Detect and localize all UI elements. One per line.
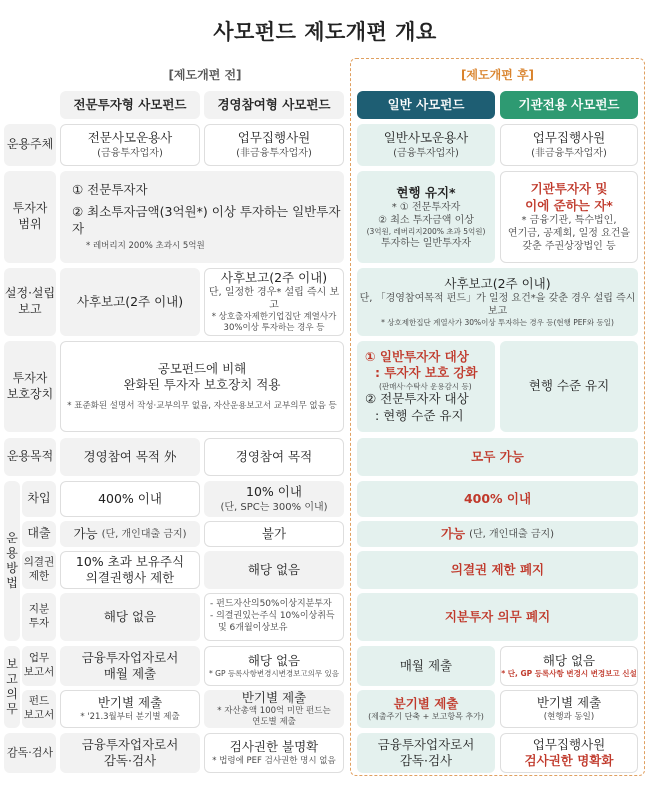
header-management-fund: 경영참여형 사모펀드 [204, 91, 344, 119]
equity-management-line3: 및 6개월이상보유 [218, 622, 288, 633]
operator-institutional-main: 업무집행사원 [532, 130, 606, 146]
section-after-label: [제도개편 후] [460, 68, 535, 82]
row-label-loan: 대출 [22, 521, 56, 547]
protection-before-note: * 표준화된 설명서 작성·교부의무 없음, 자산운용보고서 교부의무 없음 등 [67, 401, 337, 412]
row-label-leverage: 차입 [22, 481, 56, 517]
investor-general-line3: 투자하는 일반투자자 [380, 237, 472, 249]
protection-before-line2: 완화된 투자자 보호장치 적용 [123, 376, 281, 392]
report-label-char3: 의 [6, 687, 18, 701]
equity-label-line2: 투자 [28, 617, 50, 629]
protection-general-line4: : 현행 수준 유지 [375, 407, 464, 423]
cell-leverage-professional: 400% 이내 [60, 481, 200, 517]
biz-report-institutional-main: 해당 없음 [542, 653, 596, 668]
cell-setup-professional: 사후보고(2주 이내) [60, 268, 200, 336]
cell-biz-report-professional [60, 646, 200, 686]
loan-professional-sub: (단, 개인대출 금지) [101, 528, 187, 540]
fund-report-general-sub: (제출주기 단축 + 보고항목 추가) [368, 711, 484, 721]
fund-report-professional-main: 반기별 제출 [97, 695, 163, 711]
row-label-voting [22, 551, 56, 589]
cell-voting-after: 의결권 제한 폐지 [357, 551, 638, 589]
header-professional-fund: 전문투자형 사모펀드 [60, 91, 200, 119]
investor-before-line2: ② 최소투자금액(3억원*) 이상 투자하는 일반투자자 [72, 204, 341, 236]
cell-supervision-general [357, 733, 495, 773]
operator-professional-main: 전문사모운용사 [87, 130, 173, 146]
investor-institutional-note1: * 금융기관, 특수법인, [521, 214, 617, 226]
operator-general-sub: (금융투자업자) [393, 147, 459, 159]
investor-label-line1: 투자자 [12, 201, 48, 216]
supervision-professional-line2: 감독·검사 [103, 753, 157, 768]
investor-institutional-head2: 이에 준하는 자* [525, 197, 613, 213]
cell-biz-report-management [204, 646, 344, 686]
investor-before-note: * 레버리지 200% 초과시 5억원 [86, 240, 205, 251]
cell-equity-after: 지분투자 의무 폐지 [357, 593, 638, 641]
row-label-biz-report [22, 646, 56, 686]
fund-report-label-line2: 보고서 [23, 709, 55, 721]
cell-biz-report-general: 매월 제출 [357, 646, 495, 686]
setup-after-sub: 단, 「경영참여목적 펀드」가 일정 요건*을 갖춘 경우 설립 즉시 보고 [359, 293, 636, 318]
cell-purpose-after: 모두 가능 [357, 438, 638, 476]
leverage-management-sub: (단, SPC는 300% 이내) [220, 501, 328, 513]
cell-protection-institutional: 현행 수준 유지 [500, 341, 638, 432]
cell-operator-management [204, 124, 344, 166]
protection-before-line1: 공모펀드에 비해 [157, 360, 247, 376]
cell-purpose-management: 경영참여 목적 [204, 438, 344, 476]
fund-report-label-line1: 펀드 [28, 695, 50, 708]
supervision-general-line1: 금융투자업자로서 [377, 736, 475, 752]
row-label-protection [4, 341, 56, 432]
supervision-management-note: * 법령에 PEF 검사권한 명시 없음 [212, 755, 336, 766]
section-before-label: [제도개편 전] [168, 68, 242, 82]
operator-institutional-sub: (非금융투자업자) [531, 147, 607, 159]
investor-general-line1: * ① 전문투자자 [391, 201, 461, 213]
loan-professional-main: 가능 [73, 525, 98, 541]
cell-voting-management: 해당 없음 [204, 551, 344, 589]
biz-report-management-main: 해당 없음 [247, 653, 301, 668]
cell-loan-professional [60, 521, 200, 547]
cell-equity-management [204, 593, 344, 641]
investor-institutional-note2: 연기금, 공제회, 일정 요건을 [507, 227, 631, 239]
cell-fund-report-institutional [500, 690, 638, 728]
cell-supervision-professional [60, 733, 200, 773]
fund-report-general-main: 분기별 제출 [393, 695, 459, 711]
investor-general-note: (3억원, 레버리지200% 초과 5억원) [366, 226, 486, 236]
report-label-char4: 무 [6, 702, 18, 716]
method-label-char2: 용 [6, 546, 18, 560]
cell-leverage-management [204, 481, 344, 517]
method-label-char4: 법 [6, 576, 18, 590]
leverage-management-main: 10% 이내 [246, 484, 302, 500]
cell-purpose-professional: 경영참여 목적 外 [60, 438, 200, 476]
cell-protection-general [357, 341, 495, 432]
cell-fund-report-professional [60, 690, 200, 728]
cell-fund-report-general [357, 690, 495, 728]
cell-operator-institutional [500, 124, 638, 166]
header-general-fund: 일반 사모펀드 [357, 91, 495, 119]
setup-label-line1: 설정·설립 [4, 286, 56, 301]
cell-loan-management: 불가 [204, 521, 344, 547]
row-label-purpose: 운용목적 [4, 438, 56, 476]
operator-management-sub: (非금융투자업자) [236, 147, 312, 159]
protection-label-line1: 투자자 [12, 370, 48, 385]
protection-general-note: (판매사·수탁사 운용감시 등) [379, 381, 472, 391]
voting-label-line2: 제한 [28, 570, 50, 582]
fund-report-management-main: 반기별 제출 [241, 689, 307, 705]
biz-report-management-note: * GP 등록사항변경시변경보고의무 있음 [209, 669, 339, 679]
cell-setup-management [204, 268, 344, 336]
equity-label-line1: 지분 [28, 603, 50, 616]
header-institutional-fund: 기관전용 사모펀드 [500, 91, 638, 119]
row-label-supervision: 감독·검사 [4, 733, 56, 773]
supervision-general-line2: 감독·검사 [399, 753, 453, 768]
fund-report-management-note2: 연도별 제출 [252, 717, 296, 728]
row-label-fund-report [22, 690, 56, 728]
cell-investor-general [357, 171, 495, 263]
cell-leverage-after: 400% 이내 [357, 481, 638, 517]
fund-report-institutional-sub: (현행과 동일) [543, 711, 595, 722]
fund-report-management-note1: * 자산총액 100억 미만 펀드는 [217, 706, 331, 717]
biz-report-label-line2: 보고서 [23, 666, 55, 678]
row-label-equity [22, 593, 56, 641]
report-group-label [4, 646, 20, 728]
investor-before-line1: ① 전문투자자 [72, 182, 148, 198]
fund-report-institutional-main: 반기별 제출 [536, 695, 602, 711]
setup-management-note1: * 상호출자제한기업집단 계열사가 [211, 312, 337, 323]
voting-professional-line1: 10% 초과 보유주식 [75, 553, 185, 569]
setup-label-line2: 보고 [18, 302, 42, 316]
cell-operator-general [357, 124, 495, 166]
method-label-char3: 방 [6, 561, 18, 575]
method-group-label [4, 481, 20, 641]
cell-protection-before [60, 341, 344, 432]
report-label-char1: 보 [6, 657, 18, 671]
cell-fund-report-management [204, 690, 344, 728]
operator-general-main: 일반사모운용사 [383, 130, 469, 146]
equity-management-line1: - 펀드자산의50%이상지분투자 [210, 599, 332, 610]
investor-general-head: 현행 유지* [396, 184, 456, 200]
method-label-char1: 운 [6, 531, 18, 545]
row-label-operator: 운용주체 [4, 124, 56, 166]
supervision-management-main: 검사권한 불명확 [229, 739, 319, 755]
setup-after-main: 사후보고(2주 이내) [444, 276, 551, 291]
cell-supervision-institutional [500, 733, 638, 773]
protection-general-line3: ② 전문투자자 대상 [365, 391, 469, 407]
operator-professional-sub: (금융투자업자) [97, 147, 163, 159]
setup-after-note: * 상호제한집단 계열사가 30%이상 투자하는 경우 등(현행 PEF와 동일) [381, 318, 614, 328]
investor-institutional-head1: 기관투자자 및 [530, 181, 608, 197]
supervision-institutional-line2: 검사권한 명확화 [524, 753, 614, 768]
setup-management-main: 사후보고(2주 이내) [220, 269, 328, 285]
row-label-investor [4, 171, 56, 263]
setup-management-sub: 단, 일정한 경우* 설립 즉시 보고 [208, 287, 340, 312]
protection-general-line1: ① 일반투자자 대상 [365, 349, 469, 365]
voting-label-line1: 의결권 [23, 556, 55, 569]
supervision-professional-line1: 금융투자업자로서 [81, 736, 179, 752]
biz-report-institutional-note: * 단, GP 등록사항 변경시 변경보고 신설 [501, 669, 637, 679]
supervision-institutional-line1: 업무집행사원 [532, 736, 606, 752]
cell-biz-report-institutional [500, 646, 638, 686]
protection-general-line2: : 투자자 보호 강화 [375, 365, 478, 381]
cell-supervision-management [204, 733, 344, 773]
cell-operator-professional [60, 124, 200, 166]
cell-investor-before [60, 171, 344, 263]
cell-setup-after [357, 268, 638, 336]
cell-equity-professional: 해당 없음 [60, 593, 200, 641]
investor-institutional-note3: 갖춘 주권상장법인 등 [522, 240, 616, 252]
equity-management-line2: - 의결권있는주식 10%이상취득 [210, 611, 335, 622]
setup-management-note2: 30%이상 투자하는 경우 등 [223, 323, 325, 334]
biz-report-professional-line1: 금융투자업자로서 [81, 649, 179, 665]
investor-label-line2: 범위 [18, 217, 42, 231]
biz-report-label-line1: 업무 [28, 652, 50, 665]
report-label-char2: 고 [6, 672, 18, 686]
cell-loan-after [357, 521, 638, 547]
protection-label-line2: 보호장치 [6, 386, 54, 401]
biz-report-professional-line2: 매월 제출 [103, 666, 157, 681]
loan-after-sub: (단, 개인대출 금지) [469, 528, 555, 540]
operator-management-main: 업무집행사원 [237, 130, 311, 146]
fund-report-professional-note: * '21.3월부터 분기별 제출 [80, 711, 180, 722]
investor-general-line2: ② 최소 투자금액 이상 [378, 214, 474, 226]
voting-professional-line2: 의결권행사 제한 [85, 570, 175, 585]
cell-voting-professional [60, 551, 200, 589]
cell-investor-institutional [500, 171, 638, 263]
page-title: 사모펀드 제도개편 개요 [213, 20, 437, 44]
row-label-setup [4, 268, 56, 336]
loan-after-main: 가능 [440, 525, 466, 541]
